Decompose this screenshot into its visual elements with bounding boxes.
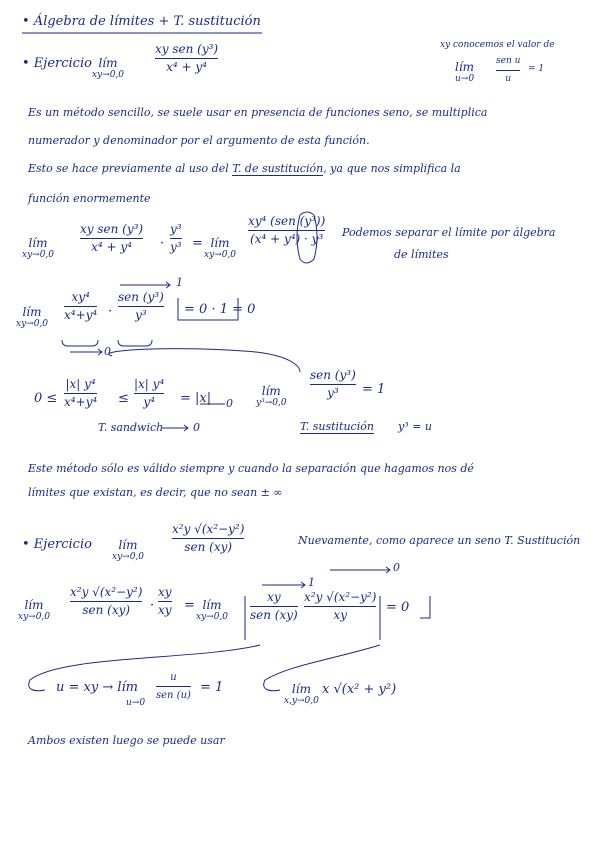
sandwich-le: ≤ [118,391,129,406]
paragraph-2-line-1: Este método sólo es válido siempre y cuando la separación que hagamos nos dé [28,462,474,475]
paragraph-1-line-2: numerador y denominador por el argumento de esta función. [28,134,370,147]
paragraph-1-line-1: Es un método sencillo, se suele usar en presencia de funciones seno, se multiplica [28,106,488,119]
step2-f1-den: x⁴+y⁴ [64,308,98,322]
step3-lim-text: lím [24,598,44,612]
step-3-fraction-4 [304,590,376,623]
brace-step2-right [118,340,152,346]
ex1-den: x⁴ + y⁴ [166,60,207,74]
step-4-u-substitution: u = xy → lím [56,680,139,695]
step-4-fraction [156,670,191,703]
paragraph-1-line-4: función enormemente [28,192,151,205]
step-4-limit [284,682,319,707]
ex1-lim-sub: xy→0,0 [92,70,125,80]
step-3-fraction-2 [158,585,172,618]
step-3-limit [18,598,50,623]
step-1-eq: = [192,236,203,251]
step-3-fraction-1 [70,585,142,618]
step1-f2-den: y³ [170,240,182,254]
step4-lim-text: lím [291,682,311,696]
exercise-2-note: Nuevamente, como aparece un seno T. Sustitución [298,534,581,547]
conclusion-text: Ambos existen luego se puede usar [28,734,225,747]
step2-f2-num: sen (y³) [118,290,164,304]
step-1-fraction-2 [170,222,182,255]
sandwich-fraction-3 [310,368,356,401]
side-note-lim-sub: u→0 [455,74,475,84]
step2-lim-sub: xy→0,0 [16,319,49,329]
side-note-lim-text: lím [455,60,475,74]
sandwich-arrow-0: 0 [226,397,233,410]
step3-f4-den: xy [333,608,347,622]
sandwich-t-sustitucion: T. sustitución [300,420,374,433]
step-1-dot: · [160,236,165,251]
step-3-fraction-3 [250,590,298,623]
ex2-num: x²y √(x²−y²) [172,522,245,536]
step-1-note-1: Podemos separar el límite por álgebra [342,226,556,239]
step3-lim2-text: lím [202,598,222,612]
side-note-frac-num: sen u [496,56,521,66]
sandwich-f3-den: y³ [327,386,339,400]
underlined-t-sustitucion: T. de sustitución [232,162,324,175]
step3-lim-sub: xy→0,0 [18,612,51,622]
step-1-note-2: de límites [394,248,449,261]
exercise-1-label: • Ejercicio [22,56,92,71]
side-note-fraction [496,54,520,87]
step-2-arrow-bottom-value: 0 [104,345,111,358]
step3-f2-num: xy [158,585,172,599]
step3-f4-num: x²y √(x²−y²) [304,590,377,604]
sandwich-limit [256,384,287,409]
step1-lim-text: lím [28,236,48,250]
step3-f2-den: xy [158,603,172,617]
step4-lim-sub: x,y→0,0 [284,696,319,706]
step3-lim2-sub: xy→0,0 [196,612,229,622]
step2-lim-text: lím [22,305,42,319]
sandwich-zero: 0 ≤ [34,391,58,406]
sandwich-f2-num: |x| y⁴ [134,377,165,391]
sandwich-label: T. sandwich [98,421,164,434]
step-2-limit [16,305,48,330]
side-note-eq: = 1 [528,64,545,74]
sandwich-f2-den: y⁴ [143,395,155,409]
brace-step2-left [62,340,98,346]
paragraph-1-line-3: Esto se hace previamente al uso del T. de sustitución, ya que nos simplifica la [28,162,461,175]
step-3-arrow-0-value: 0 [393,561,400,574]
side-note-limit [455,60,474,85]
step3-f3-den: sen (xy) [250,608,298,622]
step-3-limit-2 [196,598,228,623]
step3-f1-num: x²y √(x²−y²) [70,585,143,599]
sandwich-lim-text: lím [261,384,281,398]
exercise-1-limit [92,56,124,81]
step-3-dot: · [150,598,155,613]
step-2-arrow-top-value: 1 [176,276,183,289]
sandwich-f1-den: x⁴+y⁴ [64,395,98,409]
step-1-limit-2 [204,236,236,261]
sandwich-fraction-2 [134,377,164,410]
step-3-result: = 0 [386,600,410,615]
step2-f2-den: y³ [135,308,147,322]
step3-f3-num: xy [267,590,281,604]
exercise-2-limit [112,538,144,563]
paragraph-2-line-2: límites que existan, es decir, que no sean ± ∞ [28,486,283,499]
step-2-fraction-1 [64,290,97,323]
sandwich-label-arrow-value: 0 [193,421,200,434]
sandwich-f3-num: sen (y³) [310,368,356,382]
ex1-num: xy sen (y³) [155,42,219,56]
exercise-2-fraction [172,522,244,555]
step1-f1-den: x⁴ + y⁴ [91,240,132,254]
sandwich-y3-u: y³ = u [398,420,432,433]
sandwich-f1-num: |x| y⁴ [65,377,96,391]
step4-f-den: sen (u) [156,690,191,701]
step-1-limit [22,236,54,261]
step2-f1-num: xy⁴ [71,290,90,304]
step1-lim-sub: xy→0,0 [22,250,55,260]
step1-f1-num: xy sen (y³) [80,222,144,236]
step-3-eq: = [184,598,195,613]
step1-f2-num: y³ [170,222,182,236]
step-4-u-sub: u→0 [126,698,146,708]
sandwich-eq-1: = 1 [362,382,386,397]
step1-lim2-sub: xy→0,0 [204,250,237,260]
step3-f1-den: sen (xy) [82,603,131,617]
exercise-2-label: • Ejercicio [22,537,92,552]
curve-to-sandwich [109,349,300,372]
exercise-1-fraction [155,42,218,75]
step-3-arrow-1-value: 1 [308,576,315,589]
side-note-text: xy conocemos el valor de [440,40,555,50]
step-4-eq-1: = 1 [200,680,224,695]
step-2-dot: · [108,304,113,319]
ex2-lim-text: lím [118,538,138,552]
step-1-fraction-3 [248,214,325,247]
step-2-fraction-2 [118,290,164,323]
ex1-lim-text: lím [98,56,118,70]
step4-f-num: u [170,672,177,683]
sandwich-eq-abs: = |x| [180,391,212,406]
ex2-den: sen (xy) [184,540,233,554]
page-title: • Álgebra de límites + T. sustitución [22,14,261,29]
sandwich-fraction-1 [64,377,97,410]
side-note-frac-den: u [505,74,512,84]
step1-f3-den: (x⁴ + y⁴) · y³ [250,232,324,246]
ex2-lim-sub: xy→0,0 [112,552,145,562]
step-2-result: = 0 · 1 = 0 [184,302,256,317]
sandwich-lim-sub: y³→0,0 [256,398,287,408]
step-4-expression: x √(x² + y²) [322,682,397,697]
step1-f3-num: xy⁴ (sen (y³)) [248,214,326,228]
step-1-fraction-1 [80,222,143,255]
step1-lim2-text: lím [210,236,230,250]
